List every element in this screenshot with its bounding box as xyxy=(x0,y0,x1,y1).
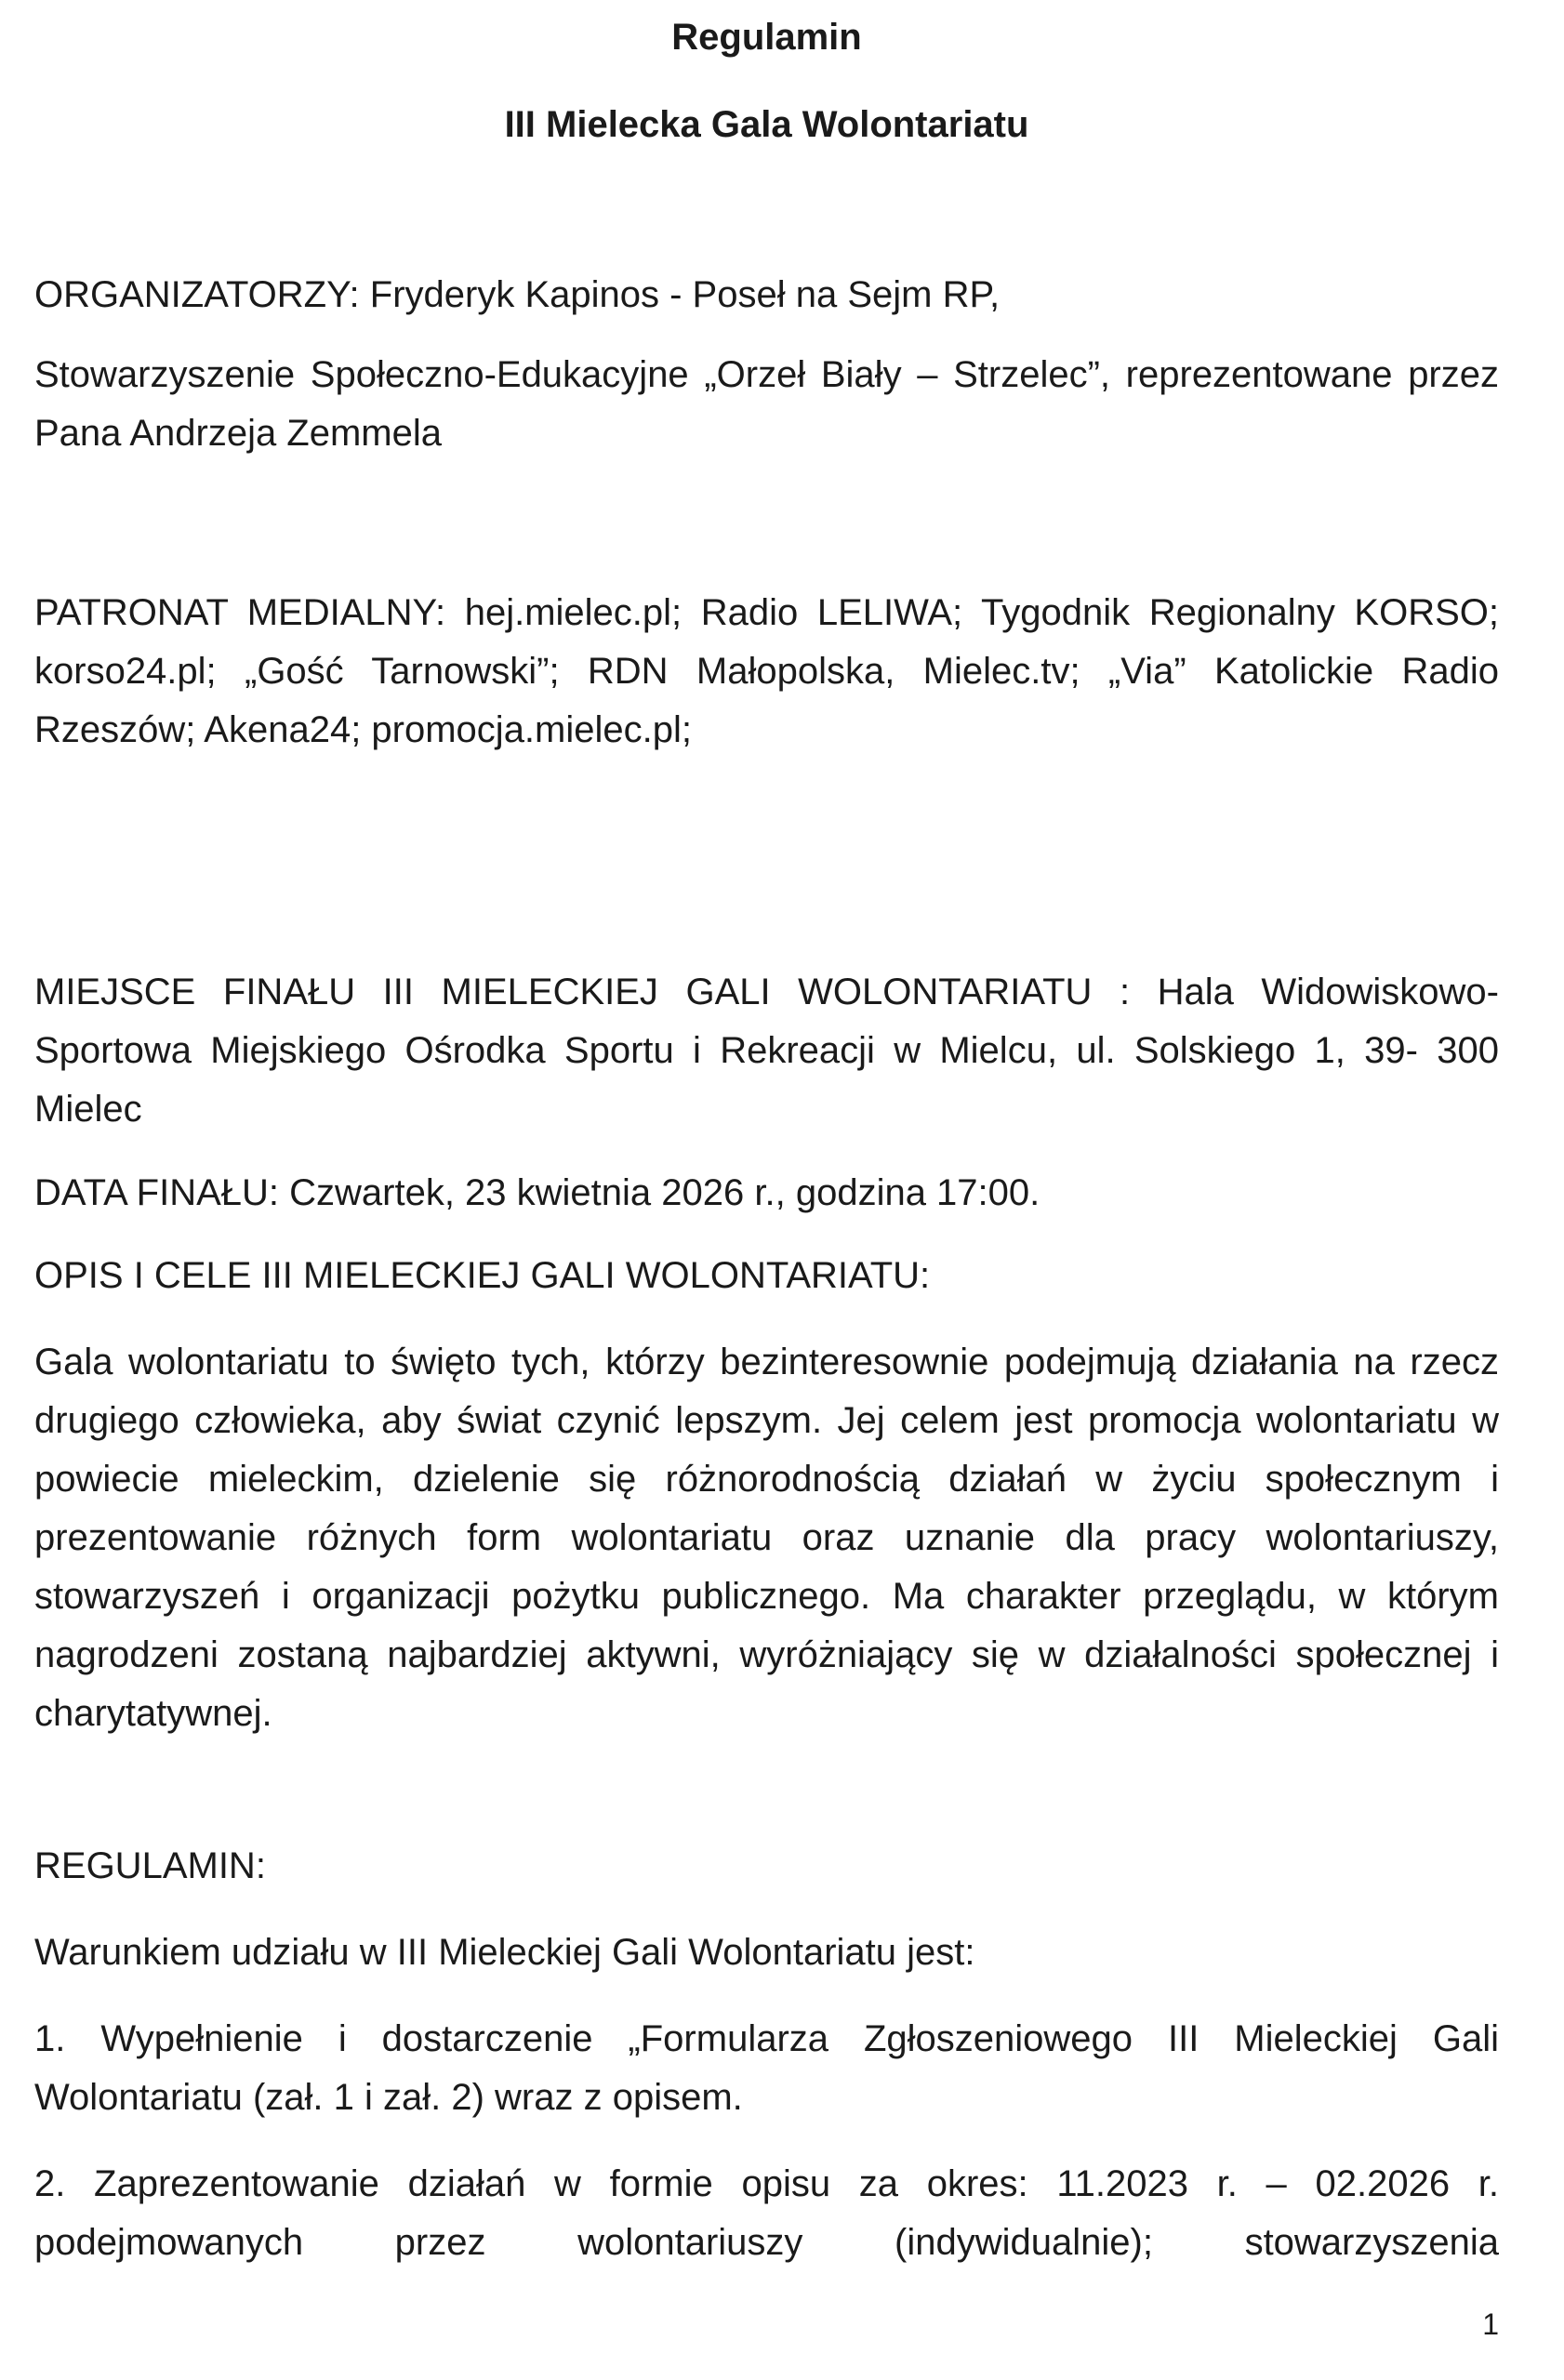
organizers-line-2: Stowarzyszenie Społeczno-Edukacyjne „Orzeł Biały – Strzelec”, reprezentowane przez Pana Andrzeja Zemmela xyxy=(34,354,1499,454)
venue: MIEJSCE FINAŁU III MIELECKIEJ GALI WOLONTARIATU : Hala Widowiskowo-Sportowa Miejskiego Ośrodka Sportu i Rekreacji w Mielcu, ul. Solskiego 1, 39- 300 Mielec xyxy=(34,972,1499,1130)
regulations-intro: Warunkiem udziału w III Mieleckiej Gali Wolontariatu jest: xyxy=(34,1932,975,1973)
regulations-heading: REGULAMIN: xyxy=(34,1845,266,1886)
regulations-item-1: 1. Wypełnienie i dostarczenie „Formularza Zgłoszeniowego III Mieleckiej Gali Wolontariatu (zał. 1 i zał. 2) wraz z opisem. xyxy=(34,2018,1499,2118)
page-number: 1 xyxy=(1482,2307,1499,2341)
organizers-line-1: ORGANIZATORZY: Fryderyk Kapinos - Poseł na Sejm RP, xyxy=(34,274,1001,315)
document-title: Regulamin xyxy=(671,17,862,58)
description-body: Gala wolontariatu to święto tych, którzy bezinteresownie podejmują działania na rzecz drugiego człowieka, aby świat czynić lepszym. Jej celem jest promocja wolontariatu w powiecie mieleckim, dzielenie się różnorodnością działań w życiu społecznym i prezentowanie różnych form wolontariatu oraz uznanie dla pracy wolontariuszy, stowarzyszeń i organizacji pożytku publicznego. Ma charakter przeglądu, w którym nagrodzeni zostaną najbardziej aktywni, wyróżniający się w działalności społecznej i charytatywnej. xyxy=(34,1342,1499,1734)
description-heading: OPIS I CELE III MIELECKIEJ GALI WOLONTARIATU: xyxy=(34,1255,931,1296)
media-patronage: PATRONAT MEDIALNY: hej.mielec.pl; Radio LELIWA; Tygodnik Regionalny KORSO; korso24.pl; „Gość Tarnowski”; RDN Małopolska, Mielec.tv; „Via” Katolickie Radio Rzeszów; Akena24; promocja.mielec.pl; xyxy=(34,592,1499,750)
final-date: DATA FINAŁU: Czwartek, 23 kwietnia 2026 r., godzina 17:00. xyxy=(34,1172,1040,1213)
document-subtitle: III Mielecka Gala Wolontariatu xyxy=(504,104,1029,145)
regulations-item-2: 2. Zaprezentowanie działań w formie opisu za okres: 11.2023 r. – 02.2026 r. podejmowanych przez wolontariuszy (indywidualnie); stowarzyszenia xyxy=(34,2163,1499,2263)
